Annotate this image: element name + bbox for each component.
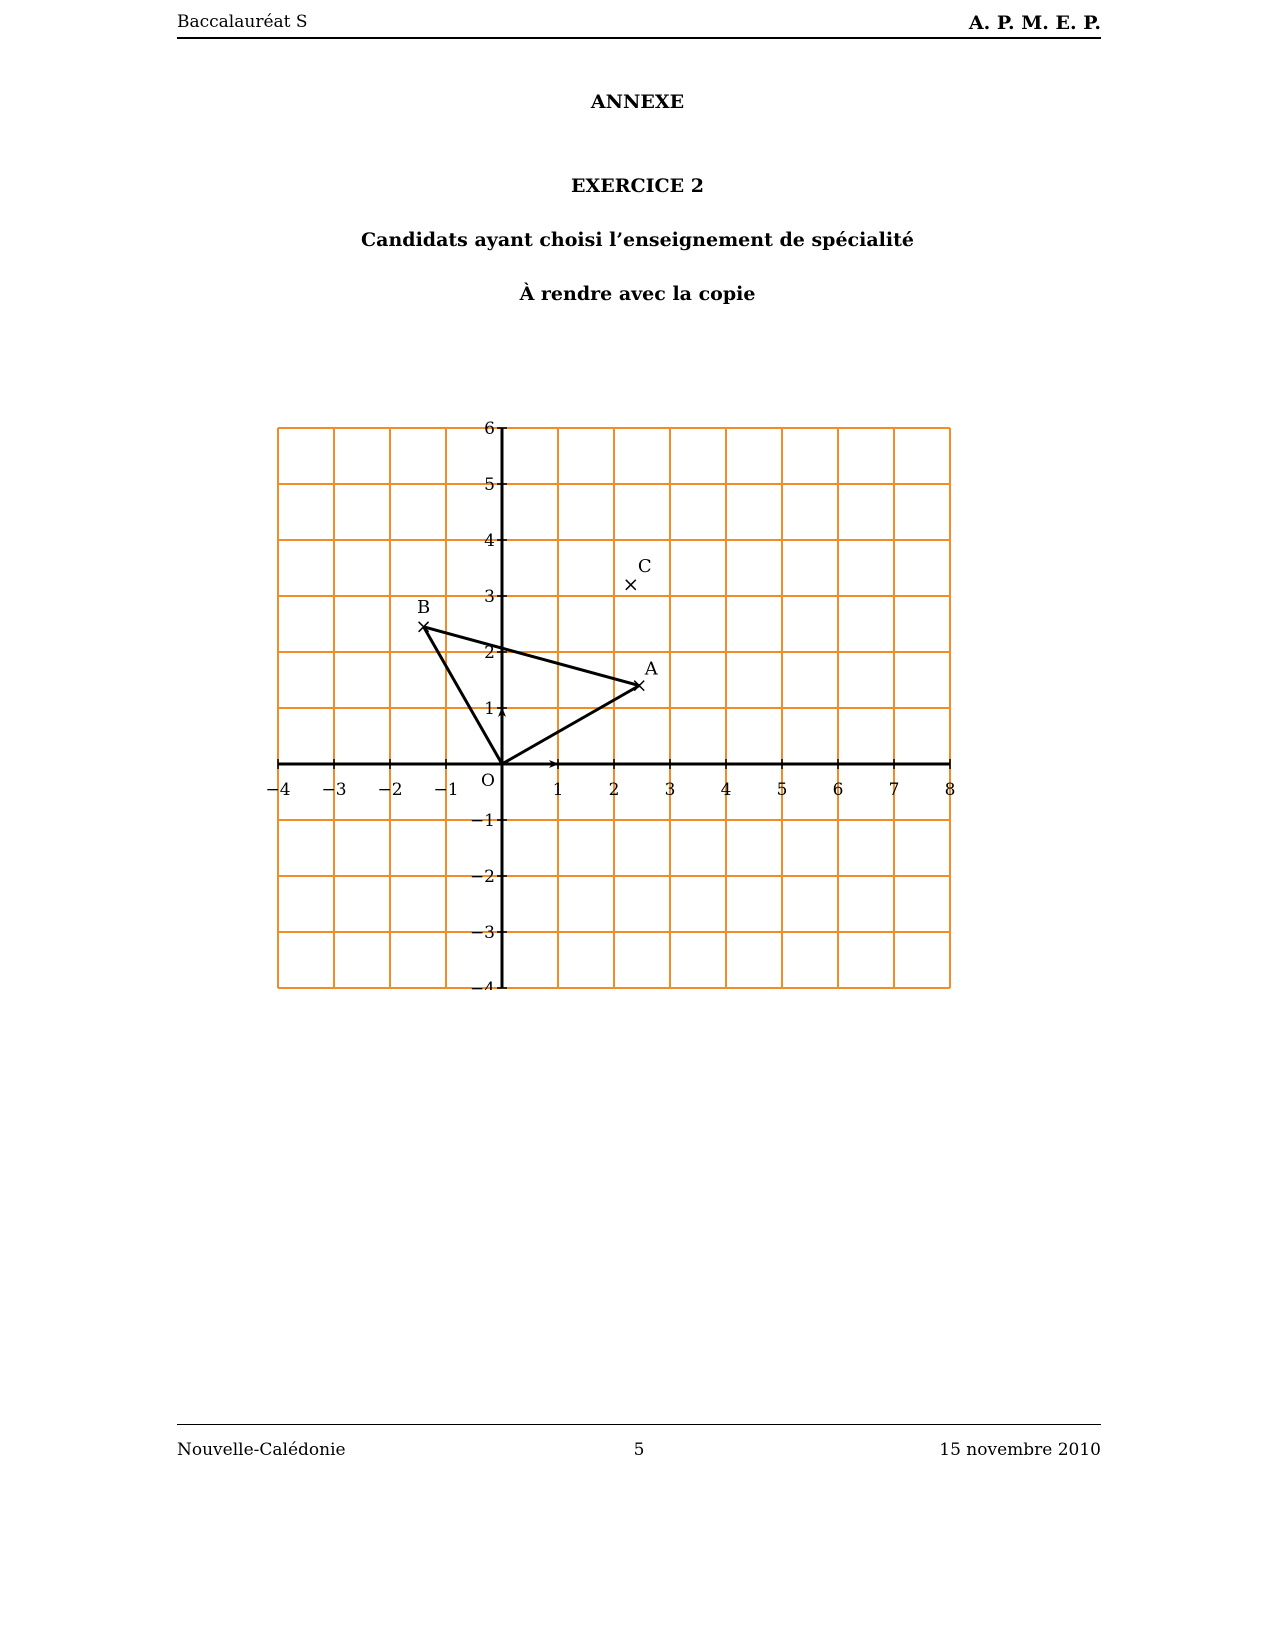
- y-tick-label: 5: [484, 475, 495, 495]
- point-label: C: [637, 555, 652, 577]
- footer-location: Nouvelle-Calédonie: [177, 1440, 346, 1460]
- x-tick-label: 2: [608, 780, 620, 800]
- page-header: [177, 10, 1101, 39]
- y-tick-label: −4: [469, 979, 495, 990]
- x-tick-label: 6: [832, 780, 844, 800]
- x-tick-label: 5: [776, 780, 788, 800]
- exercise-title: EXERCICE 2: [571, 175, 704, 197]
- triangle-segment: [502, 686, 639, 764]
- y-tick-label: 6: [484, 419, 495, 439]
- x-tick-label: 1: [552, 780, 564, 800]
- y-tick-label: 1: [484, 699, 495, 719]
- footer-date: 15 novembre 2010: [939, 1440, 1101, 1460]
- point-label: B: [416, 596, 431, 618]
- x-tick-label: 4: [720, 780, 732, 800]
- x-tick-label: −3: [321, 780, 347, 800]
- header-exam-title: Baccalauréat S: [177, 12, 308, 32]
- x-tick-label: −2: [377, 780, 403, 800]
- x-tick-label: 7: [888, 780, 900, 800]
- x-tick-label: −4: [265, 780, 291, 800]
- origin-label: O: [481, 771, 495, 791]
- coordinate-figure: [260, 410, 980, 994]
- y-tick-label: 2: [484, 643, 495, 663]
- x-tick-label: −1: [433, 780, 459, 800]
- candidates-subtitle: Candidats ayant choisi l’enseignement de spécialité: [361, 229, 914, 251]
- footer-page-number: 5: [633, 1440, 645, 1460]
- x-tick-label: 3: [664, 780, 676, 800]
- coordinate-plane-chart: [260, 410, 980, 990]
- triangle-segment: [424, 627, 640, 686]
- y-tick-label: −3: [469, 923, 495, 943]
- y-tick-label: 4: [484, 531, 495, 551]
- return-note: À rendre avec la copie: [519, 283, 756, 305]
- x-tick-label: 8: [944, 780, 956, 800]
- y-tick-label: −1: [469, 811, 495, 831]
- annexe-title: ANNEXE: [590, 91, 685, 113]
- page-footer: [177, 1424, 1101, 1465]
- header-organization: A. P. M. E. P.: [968, 12, 1101, 34]
- y-tick-label: −2: [469, 867, 495, 887]
- y-tick-label: 3: [484, 587, 495, 607]
- point-label: A: [644, 658, 658, 680]
